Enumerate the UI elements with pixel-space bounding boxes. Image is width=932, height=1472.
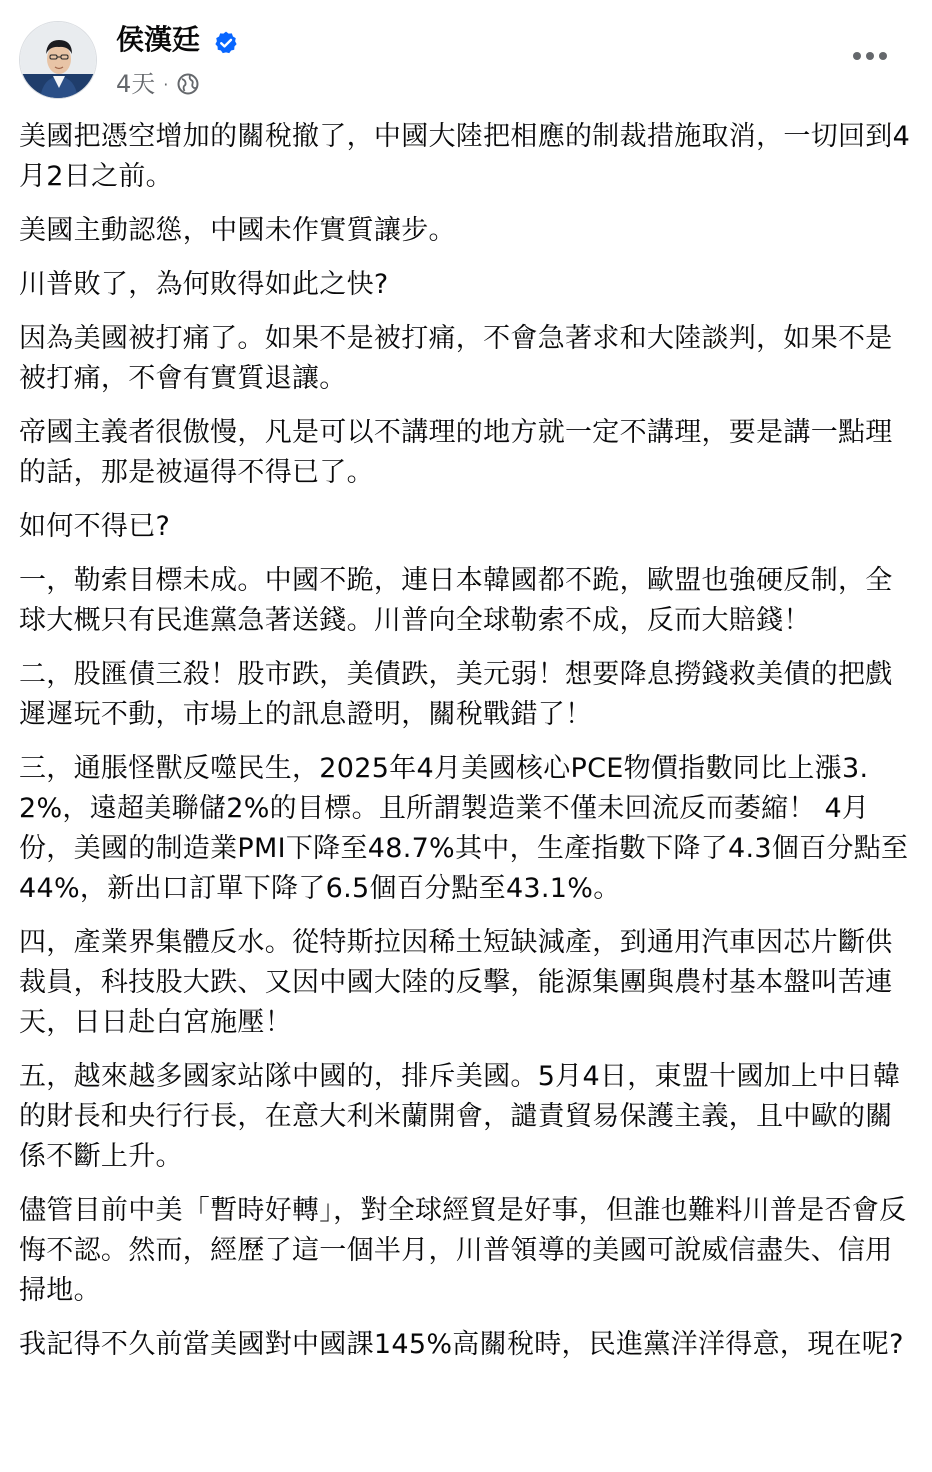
post-paragraph: 四，產業界集體反水。從特斯拉因稀土短缺減產，到通用汽車因芯片斷供裁員，科技股大跌、又因中國大陸的反擊，能源集團與農村基本盤叫苦連天，日日赴白宮施壓！: [19, 927, 893, 1038]
more-options-icon: [850, 50, 890, 62]
more-options-button[interactable]: [846, 38, 894, 74]
post-paragraph: 一，勒索目標未成。中國不跪，連日本韓國都不跪，歐盟也強硬反制，全球大概只有民進黨急著送錢。川普向全球勒索不成，反而大賠錢！: [19, 565, 893, 636]
author-avatar[interactable]: [19, 21, 97, 99]
post-paragraph: 因為美國被打痛了。如果不是被打痛，不會急著求和大陸談判，如果不是被打痛，不會有實質退讓。: [19, 323, 893, 394]
post-paragraph: 如何不得已?: [19, 511, 171, 542]
post-paragraph: 川普敗了，為何敗得如此之快?: [19, 269, 389, 300]
post-paragraph: 美國主動認慫，中國未作實質讓步。: [19, 215, 456, 246]
meta-separator: ·: [163, 74, 169, 94]
post-paragraph: 儘管目前中美「暫時好轉」，對全球經貿是好事，但誰也難料川普是否會反悔不認。然而，經歷了這一個半月，川普領導的美國可說威信盡失、信用掃地。: [19, 1195, 907, 1306]
post-header: [0, 0, 932, 110]
post-paragraph: 我記得不久前當美國對中國課145%高關稅時，民進黨洋洋得意，現在呢?: [19, 1329, 904, 1360]
post-body: [19, 117, 912, 1379]
author-name[interactable]: 侯漢廷: [116, 23, 201, 56]
globe-icon[interactable]: [176, 72, 200, 96]
post-paragraph: 三，通脹怪獸反噬民生，2025年4月美國核心PCE物價指數同比上漲3.2%，遠超美聯儲2%的目標。且所謂製造業不僅未回流反而萎縮！ 4月份，美國的制造業PMI下降至48.7%其中，生產指數下降了4.3個百分點至44%，新出口訂單下降了6.5個百分點至43.1%。: [19, 753, 909, 904]
post-meta: [116, 68, 200, 100]
post-paragraph: 五，越來越多國家站隊中國的，排斥美國。5月4日，東盟十國加上中日韓的財長和央行行長，在意大利米蘭開會，譴責貿易保護主義，且中歐的關係不斷上升。: [19, 1061, 901, 1172]
post-paragraph: 帝國主義者很傲慢，凡是可以不講理的地方就一定不講理，要是講一點理的話，那是被逼得不得已了。: [19, 417, 893, 488]
avatar-image: [20, 22, 97, 99]
post-timestamp[interactable]: 4天: [116, 70, 156, 98]
post-paragraph: 二，股匯債三殺！股市跌，美債跌，美元弱！想要降息撈錢救美債的把戲遲遲玩不動，市場上的訊息證明，關稅戰錯了！: [19, 659, 893, 730]
post-paragraph: 美國把憑空增加的關稅撤了，中國大陸把相應的制裁措施取消，一切回到4月2日之前。: [19, 121, 911, 192]
verified-badge-icon: [213, 30, 239, 56]
